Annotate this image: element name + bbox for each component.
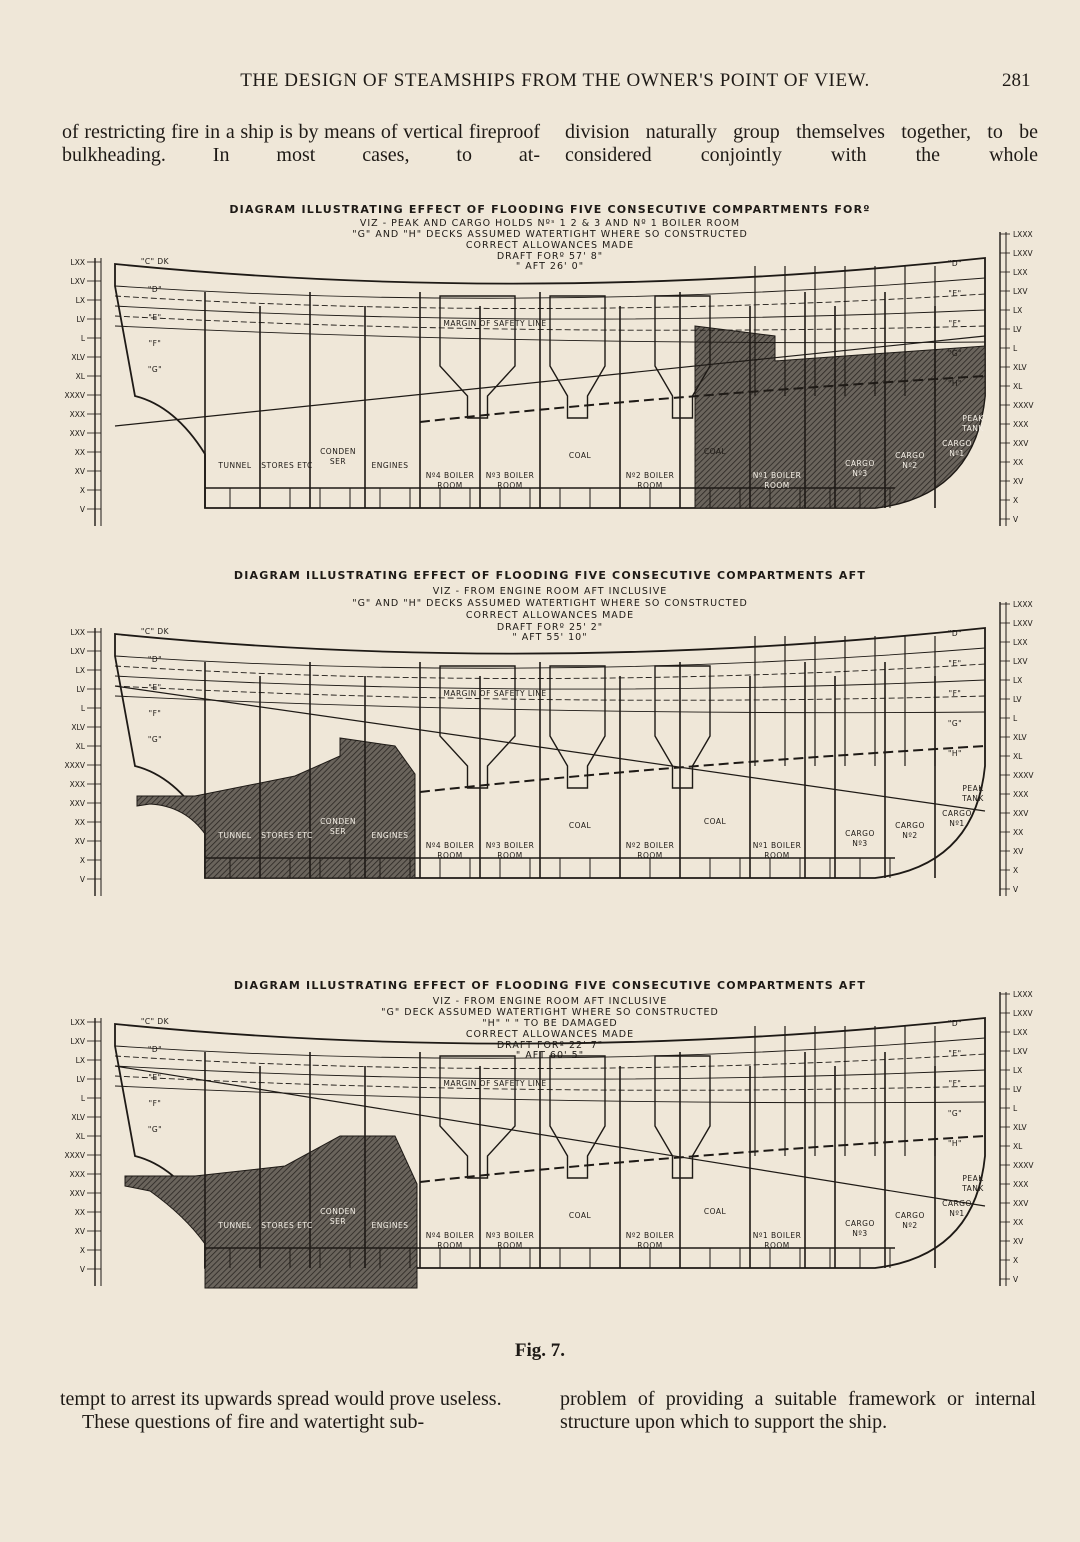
peak-tank-label: TANK xyxy=(962,424,984,433)
deck-e-label-fwd: "E" xyxy=(948,1049,962,1058)
diagram-draft-aft: " AFT 26' 0" xyxy=(515,261,585,272)
boiler-room-1-label: Nº1 BOILER xyxy=(752,841,802,850)
deck-g-label: "G" xyxy=(147,735,163,744)
flooded-compartment xyxy=(695,326,985,508)
boiler-room-3-label: Nº3 BOILER xyxy=(485,841,535,850)
boiler-room-1-label: ROOM xyxy=(764,1241,790,1250)
deck-g-label-fwd: "G" xyxy=(947,719,963,728)
cargo-hold-2-label: Nº2 xyxy=(902,461,918,470)
cargo-hold-1-label: Nº1 xyxy=(949,819,965,828)
scale-tick-label: LXX xyxy=(1013,268,1028,277)
scale-tick-label: X xyxy=(1013,1256,1019,1265)
diagram-subtitle: CORRECT ALLOWANCES MADE xyxy=(465,240,635,251)
deck-e-label: "E" xyxy=(148,683,162,692)
peak-tank-label: PEAK xyxy=(962,414,984,423)
scale-tick-label: XXV xyxy=(69,799,85,808)
diagram-title: DIAGRAM ILLUSTRATING EFFECT OF FLOODING FIVE CONSECUTIVE COMPARTMENTS AFT xyxy=(233,569,867,582)
cargo-hold-2-label: CARGO xyxy=(895,821,925,830)
diagram-subtitle: CORRECT ALLOWANCES MADE xyxy=(465,610,635,621)
coal-bunker-label: COAL xyxy=(568,451,592,460)
deck-g-label-fwd: "G" xyxy=(947,1109,963,1118)
scale-tick-label: V xyxy=(79,505,85,514)
scale-tick-label: XV xyxy=(74,837,85,846)
scale-tick-label: LV xyxy=(1013,325,1022,334)
scale-tick-label: XXX xyxy=(1013,1180,1029,1189)
diagram-draft-fore: DRAFT FORº 25' 2" xyxy=(496,622,604,633)
deck-e-label: "E" xyxy=(148,1073,162,1082)
scale-tick-label: LX xyxy=(1013,306,1023,315)
condenser-label: SER xyxy=(329,827,347,836)
diagram-subtitle: VIZ - FROM ENGINE ROOM AFT INCLUSIVE xyxy=(432,586,668,597)
scale-tick-label: XX xyxy=(74,1208,85,1217)
cargo-hold-1-label: CARGO xyxy=(942,809,972,818)
tank-top-line xyxy=(420,1136,985,1182)
boiler-room-4-label: Nº4 BOILER xyxy=(425,1231,475,1240)
scale-tick-label: XXV xyxy=(1013,1199,1029,1208)
boiler-room-2-label: Nº2 BOILER xyxy=(625,471,675,480)
deck-f-label: "F" xyxy=(148,339,162,348)
cargo-hold-1-label: Nº1 xyxy=(949,449,965,458)
cargo-hold-3-label: Nº3 xyxy=(852,1229,868,1238)
deck-h-label-fwd: "H" xyxy=(947,1139,963,1148)
engines-label: ENGINES xyxy=(371,831,409,840)
scale-tick-label: L xyxy=(80,1094,85,1103)
paragraph: These questions of fire and watertight sub- xyxy=(82,1411,425,1433)
flooding-diagram-2 xyxy=(55,566,1045,931)
diagram-subtitle: "G" AND "H" DECKS ASSUMED WATERTIGHT WHERE SO CONSTRUCTED xyxy=(352,598,748,609)
deck-line xyxy=(115,278,985,298)
diagram-subtitle: CORRECT ALLOWANCES MADE xyxy=(465,1029,635,1040)
scale-tick-label: V xyxy=(1013,885,1019,894)
scale-tick-label: LX xyxy=(1013,676,1023,685)
scale-tick-label: V xyxy=(1013,515,1019,524)
scale-tick-label: XXXV xyxy=(1013,771,1034,780)
boiler-room-2-label: ROOM xyxy=(637,851,663,860)
deck-g-label: "G" xyxy=(147,1125,163,1134)
scale-tick-label: LXX xyxy=(70,1018,85,1027)
scale-tick-label: XL xyxy=(75,372,85,381)
coal-bunker-label: COAL xyxy=(703,817,727,826)
scale-tick-label: LV xyxy=(76,315,85,324)
boiler-room-2-label: ROOM xyxy=(637,1241,663,1250)
scale-tick-label: XXXV xyxy=(64,391,85,400)
cargo-hold-3-label: CARGO xyxy=(845,459,875,468)
boiler-room-1-label: Nº1 BOILER xyxy=(752,1231,802,1240)
text-column-right-top xyxy=(565,121,1038,167)
scale-tick-label: LXV xyxy=(70,1037,85,1046)
scale-tick-label: V xyxy=(1013,1275,1019,1284)
diagram-subtitle: "G" AND "H" DECKS ASSUMED WATERTIGHT WHERE SO CONSTRUCTED xyxy=(352,229,748,240)
engines-label: ENGINES xyxy=(371,1221,409,1230)
cargo-hold-2-label: CARGO xyxy=(895,451,925,460)
boiler-uptake xyxy=(550,1056,605,1178)
text-column-right-bottom xyxy=(560,1388,1036,1434)
paragraph: division naturally group themselves together, to be considered conjointly with the whole xyxy=(565,121,1038,166)
scale-tick-label: X xyxy=(79,486,85,495)
diagram-draft-fore: DRAFT FORº 22' 7" xyxy=(496,1040,604,1051)
scale-tick-label: XX xyxy=(1013,1218,1024,1227)
cargo-hold-1-label: Nº1 xyxy=(949,1209,965,1218)
peak-tank-label: PEAK xyxy=(962,784,984,793)
cargo-hold-3-label: CARGO xyxy=(845,1219,875,1228)
scale-tick-label: X xyxy=(1013,496,1019,505)
scale-tick-label: XX xyxy=(74,448,85,457)
tunnel-label: TUNNEL xyxy=(218,461,252,470)
diagram-subtitle: "G" DECK ASSUMED WATERTIGHT WHERE SO CONSTRUCTED xyxy=(381,1007,719,1018)
cargo-hold-1-label: CARGO xyxy=(942,1199,972,1208)
scale-tick-label: LXV xyxy=(1013,657,1028,666)
deck-f-label-fwd: "F" xyxy=(948,1079,962,1088)
scale-tick-label: XL xyxy=(1013,382,1023,391)
coal-bunker-label: COAL xyxy=(568,1211,592,1220)
flooded-compartment xyxy=(125,1136,417,1288)
deck-c-label: "C" DK xyxy=(140,627,170,636)
scale-tick-label: L xyxy=(80,334,85,343)
scale-tick-label: XLV xyxy=(1013,363,1027,372)
scale-tick-label: L xyxy=(1013,1104,1018,1113)
cargo-hold-2-label: Nº2 xyxy=(902,831,918,840)
diagram-draft-aft: " AFT 55' 10" xyxy=(512,632,588,643)
scale-tick-label: LV xyxy=(1013,1085,1022,1094)
diagram-subtitle: "H" " " TO BE DAMAGED xyxy=(482,1018,618,1029)
text-column-left-top xyxy=(62,121,540,167)
diagram-title: DIAGRAM ILLUSTRATING EFFECT OF FLOODING FIVE CONSECUTIVE COMPARTMENTS AFT xyxy=(233,979,867,992)
scale-tick-label: L xyxy=(1013,344,1018,353)
scale-tick-label: XXV xyxy=(1013,809,1029,818)
scale-tick-label: LXX xyxy=(1013,1028,1028,1037)
cargo-hold-3-label: Nº3 xyxy=(852,469,868,478)
condenser-label: SER xyxy=(329,457,347,466)
scale-tick-label: XLV xyxy=(71,723,85,732)
boiler-room-3-label: Nº3 BOILER xyxy=(485,471,535,480)
margin-of-safety-label: MARGIN OF SAFETY LINE xyxy=(443,1079,547,1088)
deck-d-label-fwd: "D" xyxy=(947,629,963,638)
scale-tick-label: XLV xyxy=(71,353,85,362)
scale-tick-label: XXX xyxy=(69,780,85,789)
scale-tick-label: XV xyxy=(1013,847,1024,856)
boiler-room-1-label: ROOM xyxy=(764,851,790,860)
flooding-diagram-3 xyxy=(55,976,1045,1321)
deck-d-label: "D" xyxy=(147,655,163,664)
scale-tick-label: LX xyxy=(1013,1066,1023,1075)
scale-tick-label: LX xyxy=(75,296,85,305)
deck-e-label: "E" xyxy=(148,313,162,322)
peak-tank-label: PEAK xyxy=(962,1174,984,1183)
scale-tick-label: LXXV xyxy=(1013,249,1033,258)
scale-tick-label: XXX xyxy=(1013,420,1029,429)
scale-tick-label: LXV xyxy=(1013,1047,1028,1056)
boiler-room-4-label: ROOM xyxy=(437,851,463,860)
peak-tank-label: TANK xyxy=(962,1184,984,1193)
boiler-room-2-label: Nº2 BOILER xyxy=(625,841,675,850)
scale-tick-label: LXXV xyxy=(1013,1009,1033,1018)
deck-f-label-fwd: "F" xyxy=(948,319,962,328)
deck-c-label: "C" DK xyxy=(140,1017,170,1026)
tunnel-label: TUNNEL xyxy=(218,831,252,840)
deck-h-label-fwd: "H" xyxy=(947,379,963,388)
scale-tick-label: XXXV xyxy=(1013,401,1034,410)
boiler-room-3-label: ROOM xyxy=(497,1241,523,1250)
scale-tick-label: LX xyxy=(75,666,85,675)
scale-tick-label: LXV xyxy=(70,277,85,286)
boiler-uptake xyxy=(550,296,605,418)
tunnel-label: TUNNEL xyxy=(218,1221,252,1230)
diagram-draft-fore: DRAFT FORº 57' 8" xyxy=(496,251,604,262)
condenser-label: CONDEN xyxy=(320,1207,356,1216)
scale-tick-label: LXX xyxy=(70,628,85,637)
scale-tick-label: XXXV xyxy=(64,761,85,770)
cargo-hold-3-label: Nº3 xyxy=(852,839,868,848)
scale-tick-label: XV xyxy=(74,467,85,476)
margin-of-safety-label: MARGIN OF SAFETY LINE xyxy=(443,689,547,698)
diagram-title: DIAGRAM ILLUSTRATING EFFECT OF FLOODING FIVE CONSECUTIVE COMPARTMENTS FORº xyxy=(229,203,871,216)
peak-tank-label: TANK xyxy=(962,794,984,803)
engines-label: ENGINES xyxy=(371,461,409,470)
stores-label: STORES ETC xyxy=(261,1221,313,1230)
condenser-label: CONDEN xyxy=(320,447,356,456)
scale-tick-label: XL xyxy=(75,742,85,751)
scale-tick-label: XXV xyxy=(69,1189,85,1198)
deck-c-label: "C" DK xyxy=(140,257,170,266)
scale-tick-label: LXXX xyxy=(1013,600,1033,609)
coal-bunker-label: COAL xyxy=(703,1207,727,1216)
boiler-uptake xyxy=(440,666,515,788)
boiler-room-2-label: Nº2 BOILER xyxy=(625,1231,675,1240)
scale-tick-label: XXX xyxy=(69,410,85,419)
boiler-room-4-label: Nº4 BOILER xyxy=(425,471,475,480)
scale-tick-label: XX xyxy=(1013,458,1024,467)
margin-of-safety-label: MARGIN OF SAFETY LINE xyxy=(443,319,547,328)
scale-tick-label: XV xyxy=(1013,477,1024,486)
boiler-room-4-label: ROOM xyxy=(437,481,463,490)
scale-tick-label: XLV xyxy=(1013,733,1027,742)
paragraph: of restricting fire in a ship is by means of vertical fireproof bulkheading. In most cases, to at- xyxy=(62,121,540,166)
deck-f-label: "F" xyxy=(148,709,162,718)
scale-tick-label: XXXV xyxy=(64,1151,85,1160)
boiler-room-1-label: Nº1 BOILER xyxy=(752,471,802,480)
boiler-uptake xyxy=(440,296,515,418)
deck-line xyxy=(115,648,985,668)
scale-tick-label: LXXX xyxy=(1013,990,1033,999)
scale-tick-label: XV xyxy=(1013,1237,1024,1246)
boiler-room-4-label: ROOM xyxy=(437,1241,463,1250)
scale-tick-label: X xyxy=(79,856,85,865)
cargo-hold-3-label: CARGO xyxy=(845,829,875,838)
boiler-room-4-label: Nº4 BOILER xyxy=(425,841,475,850)
scale-tick-label: LXV xyxy=(1013,287,1028,296)
deck-f-label: "F" xyxy=(148,1099,162,1108)
scale-tick-label: XV xyxy=(74,1227,85,1236)
scale-tick-label: L xyxy=(1013,714,1018,723)
flooding-diagram-1 xyxy=(55,196,1045,561)
scale-tick-label: XXXV xyxy=(1013,1161,1034,1170)
coal-bunker-label: COAL xyxy=(703,447,727,456)
scale-tick-label: LV xyxy=(76,685,85,694)
scale-tick-label: V xyxy=(79,875,85,884)
scale-tick-label: LXV xyxy=(70,647,85,656)
scale-tick-label: XL xyxy=(1013,752,1023,761)
deck-g-label-fwd: "G" xyxy=(947,349,963,358)
condenser-label: SER xyxy=(329,1217,347,1226)
scale-tick-label: XL xyxy=(75,1132,85,1141)
scale-tick-label: XXV xyxy=(69,429,85,438)
stores-label: STORES ETC xyxy=(261,831,313,840)
diagram-subtitle: VIZ - FROM ENGINE ROOM AFT INCLUSIVE xyxy=(432,996,668,1007)
scale-tick-label: LV xyxy=(76,1075,85,1084)
deck-h-label-fwd: "H" xyxy=(947,749,963,758)
text-column-left-bottom xyxy=(60,1388,534,1434)
scale-tick-label: XLV xyxy=(1013,1123,1027,1132)
scale-tick-label: LXXV xyxy=(1013,619,1033,628)
scale-tick-label: LV xyxy=(1013,695,1022,704)
scale-tick-label: V xyxy=(79,1265,85,1274)
deck-g-label: "G" xyxy=(147,365,163,374)
condenser-label: CONDEN xyxy=(320,817,356,826)
scale-tick-label: XXX xyxy=(69,1170,85,1179)
boiler-room-3-label: ROOM xyxy=(497,481,523,490)
cargo-hold-2-label: Nº2 xyxy=(902,1221,918,1230)
boiler-room-3-label: Nº3 BOILER xyxy=(485,1231,535,1240)
scale-tick-label: LXX xyxy=(70,258,85,267)
tank-top-line xyxy=(420,746,985,792)
boiler-uptake xyxy=(550,666,605,788)
cargo-hold-1-label: CARGO xyxy=(942,439,972,448)
coal-bunker-label: COAL xyxy=(568,821,592,830)
diagram-draft-aft: " AFT 60' 5" xyxy=(515,1050,585,1061)
flooded-compartment xyxy=(137,738,415,878)
deck-d-label: "D" xyxy=(147,285,163,294)
deck-e-label-fwd: "E" xyxy=(948,659,962,668)
page-number: 281 xyxy=(1002,70,1031,91)
boiler-room-3-label: ROOM xyxy=(497,851,523,860)
scale-tick-label: LXX xyxy=(1013,638,1028,647)
paragraph: problem of providing a suitable framework or internal structure upon which to support the ship. xyxy=(560,1388,1036,1433)
figure-caption: Fig. 7. xyxy=(514,1340,566,1361)
deck-d-label-fwd: "D" xyxy=(947,259,963,268)
running-head: THE DESIGN OF STEAMSHIPS FROM THE OWNER'S POINT OF VIEW. xyxy=(240,70,870,91)
scale-tick-label: XXX xyxy=(1013,790,1029,799)
scale-tick-label: L xyxy=(80,704,85,713)
scale-tick-label: LXXX xyxy=(1013,230,1033,239)
scale-tick-label: X xyxy=(1013,866,1019,875)
deck-e-label-fwd: "E" xyxy=(948,289,962,298)
diagram-subtitle: VIZ - PEAK AND CARGO HOLDS Nºˢ 1 2 & 3 AND Nº 1 BOILER ROOM xyxy=(359,218,741,229)
stores-label: STORES ETC xyxy=(261,461,313,470)
deck-d-label-fwd: "D" xyxy=(947,1019,963,1028)
scale-tick-label: XLV xyxy=(71,1113,85,1122)
boiler-uptake xyxy=(440,1056,515,1178)
scale-tick-label: XL xyxy=(1013,1142,1023,1151)
scale-tick-label: X xyxy=(79,1246,85,1255)
deck-f-label-fwd: "F" xyxy=(948,689,962,698)
scale-tick-label: XX xyxy=(74,818,85,827)
scale-tick-label: XXV xyxy=(1013,439,1029,448)
paragraph: tempt to arrest its upwards spread would prove useless. xyxy=(60,1388,502,1410)
scale-tick-label: XX xyxy=(1013,828,1024,837)
cargo-hold-2-label: CARGO xyxy=(895,1211,925,1220)
boiler-room-1-label: ROOM xyxy=(764,481,790,490)
deck-d-label: "D" xyxy=(147,1045,163,1054)
scale-tick-label: LX xyxy=(75,1056,85,1065)
boiler-room-2-label: ROOM xyxy=(637,481,663,490)
